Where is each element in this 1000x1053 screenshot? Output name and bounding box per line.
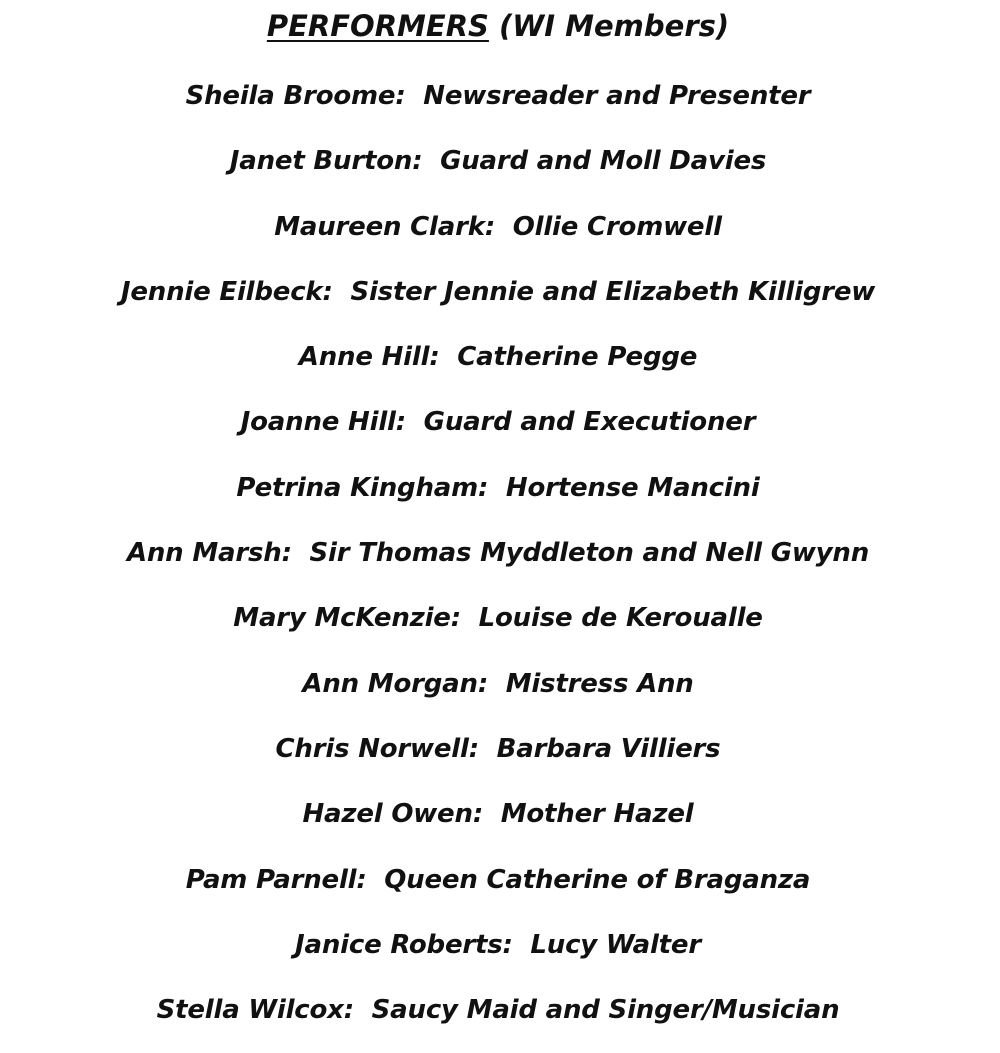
separator: : <box>478 472 506 503</box>
performer-name: Joanne Hill <box>240 407 396 438</box>
role-name: Newsreader and Presenter <box>423 81 811 111</box>
cast-row <box>0 205 996 270</box>
performer-name: Ann Marsh <box>126 538 282 569</box>
performer-name: Janice Roberts <box>295 929 503 960</box>
separator: : <box>412 146 441 177</box>
separator: : <box>468 733 497 764</box>
cast-list <box>0 74 996 1053</box>
role-name: Louise de Keroualle <box>478 603 763 634</box>
separator: : <box>484 211 513 242</box>
cast-row <box>0 335 996 400</box>
role-name: Mistress Ann <box>505 668 694 699</box>
cast-row <box>0 727 996 792</box>
separator: : <box>472 799 501 830</box>
separator: : <box>477 668 506 699</box>
performer-name: Chris Norwell <box>275 733 469 764</box>
separator: : <box>322 276 351 307</box>
performer-name: Sheila Broome <box>185 81 396 111</box>
cast-row <box>0 792 996 857</box>
separator: : <box>356 864 385 895</box>
performer-name: Anne Hill <box>298 342 430 373</box>
role-name: Catherine Pegge <box>457 342 698 373</box>
role-name: Barbara Villiers <box>496 733 721 764</box>
performer-name: Janet Burton <box>229 146 413 177</box>
cast-row <box>0 400 996 465</box>
role-name: Hortense Mancini <box>505 472 760 503</box>
separator: : <box>395 81 424 111</box>
cast-row <box>0 74 996 139</box>
performer-name: Pam Parnell <box>185 864 357 895</box>
separator: : <box>395 407 424 438</box>
role-name: Lucy Walter <box>530 929 701 960</box>
separator: : <box>429 342 458 373</box>
performer-name: Jennie Eilbeck <box>120 276 323 307</box>
cast-row <box>0 662 996 727</box>
role-name: Sir Thomas Myddleton and Nell Gwynn <box>309 538 870 569</box>
cast-row <box>0 531 996 596</box>
role-name: Mother Hazel <box>500 799 694 830</box>
separator: : <box>281 538 310 569</box>
role-name: Sister Jennie and Elizabeth Killigrew <box>350 276 876 307</box>
performer-name: Ann Morgan <box>302 668 478 699</box>
cast-row <box>0 858 996 923</box>
role-name: Queen Catherine of Braganza <box>384 864 811 895</box>
role-name: Guard and Executioner <box>423 407 756 438</box>
role-name: Guard and Moll Davies <box>440 146 767 177</box>
cast-row <box>0 466 996 531</box>
title-sub: (WI Members) <box>499 9 730 43</box>
performer-name: Petrina Kingham <box>236 472 479 503</box>
separator: : <box>450 603 479 634</box>
page-title <box>0 4 996 48</box>
cast-row <box>0 988 996 1053</box>
role-name: Saucy Maid and Singer/Musician <box>371 995 840 1026</box>
title-main: PERFORMERS <box>266 9 489 43</box>
cast-row <box>0 923 996 988</box>
cast-row <box>0 596 996 661</box>
performer-name: Maureen Clark <box>274 211 485 242</box>
performer-name: Mary McKenzie <box>233 603 451 634</box>
cast-row <box>0 139 996 204</box>
separator: : <box>343 995 372 1026</box>
role-name: Ollie Cromwell <box>512 211 722 242</box>
separator: : <box>502 929 531 960</box>
performer-name: Stella Wilcox <box>156 995 344 1026</box>
performer-name: Hazel Owen <box>302 799 473 830</box>
cast-row <box>0 270 996 335</box>
